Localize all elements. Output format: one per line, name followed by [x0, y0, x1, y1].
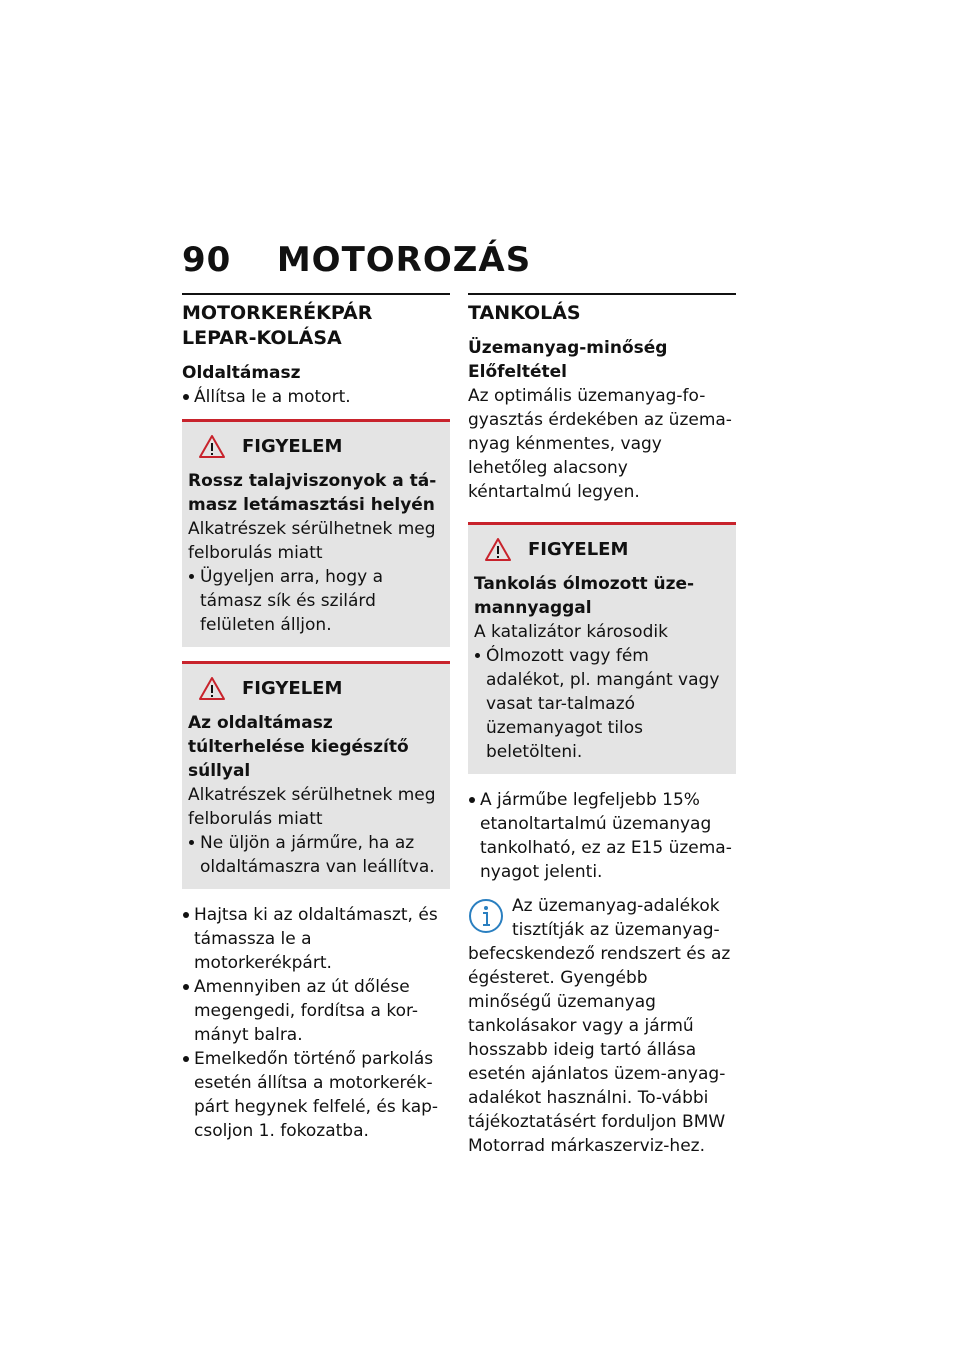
page-number: 90 — [182, 240, 232, 280]
warning-list — [188, 565, 444, 637]
procedure-list — [182, 903, 450, 1143]
left-column — [182, 293, 450, 1143]
subsection-title-fuel-quality: Üzemanyag-minőség — [468, 338, 668, 358]
list-item: Ne üljön a járműre, ha az oldaltámaszra van leállítva. — [188, 831, 444, 879]
info-text-rest: befecskendező rendszert és az égésteret. Gyengébb minőségű üzemanyag tankolásakor vagy a jármű hosszabb ideig tartó állása esetén ajánlatos üzem-anyag-adalékot használni. To-vábbi tájékoztatásért forduljon BMW Motorrad márkaszerviz-hez. — [468, 944, 731, 1156]
warning-list — [188, 831, 444, 879]
section-title-parking: MOTORKERÉKPÁR LEPAR-KOLÁSA — [182, 302, 373, 349]
list-item: Állítsa le a motort. — [182, 385, 450, 409]
info-text-first: Az üzemanyag-adalékok tisztítják az üzemanyag- — [512, 896, 720, 940]
right-column — [468, 293, 736, 1158]
procedure-list — [468, 788, 736, 884]
list-item: Amennyiben az út dőlése megengedi, fordítsa a kor-mányt balra. — [182, 975, 450, 1047]
warning-triangle-icon — [198, 434, 226, 459]
info-note — [468, 894, 736, 1158]
warning-consequence: Alkatrészek sérülhetnek meg felborulás miatt — [188, 519, 436, 563]
warning-label: FIGYELEM — [242, 436, 343, 457]
list-item: Ügyeljen arra, hogy a támasz sík és szilárd felületen álljon. — [188, 565, 444, 637]
warning-header — [188, 434, 444, 459]
chapter-title: MOTOROZÁS — [276, 240, 532, 280]
page-header — [182, 240, 742, 280]
warning-header — [474, 537, 730, 562]
section-rule — [182, 293, 450, 295]
list-item: Emelkedőn történő parkolás esetén állítsa a motorkerék-párt hegynek felfelé, és kap-csoljon 1. fokozatba. — [182, 1047, 450, 1143]
warning-box — [468, 522, 736, 774]
warning-consequence: Alkatrészek sérülhetnek meg felborulás miatt — [188, 785, 436, 829]
intro-list — [182, 385, 450, 409]
warning-box — [182, 661, 450, 889]
warning-triangle-icon — [484, 537, 512, 562]
list-item: Hajtsa ki az oldaltámaszt, és támassza le a motorkerékpárt. — [182, 903, 450, 975]
list-item: A járműbe legfeljebb 15% etanoltartalmú üzemanyag tankolható, ez az E15 üzema-nyagot jelenti. — [468, 788, 736, 884]
warning-title: Rossz talajviszonyok a tá-masz letámasztási helyén — [188, 471, 437, 515]
section-title-refuelling: TANKOLÁS — [468, 302, 581, 324]
warning-consequence: A katalizátor károsodik — [474, 622, 668, 642]
warning-list — [474, 644, 730, 764]
prerequisite-title: Előfeltétel — [468, 362, 568, 382]
warning-header — [188, 676, 444, 701]
subsection-title-sidestand: Oldaltámasz — [182, 363, 301, 383]
warning-title: Az oldaltámasz túlterhelése kiegészítő súllyal — [188, 713, 409, 781]
list-item: Ólmozott vagy fém adalékot, pl. mangánt vagy vasat tar-talmazó üzemanyagot tilos beletölteni. — [474, 644, 730, 764]
info-icon — [468, 898, 504, 934]
prerequisite-text: Az optimális üzemanyag-fo-gyasztás érdekében az üzema-nyag kénmentes, vagy lehetőleg alacsony kéntartalmú legyen. — [468, 386, 732, 502]
section-rule — [468, 293, 736, 295]
warning-label: FIGYELEM — [242, 678, 343, 699]
warning-label: FIGYELEM — [528, 539, 629, 560]
warning-box — [182, 419, 450, 647]
warning-triangle-icon — [198, 676, 226, 701]
warning-title: Tankolás ólmozott üze-mannyaggal — [474, 574, 695, 618]
